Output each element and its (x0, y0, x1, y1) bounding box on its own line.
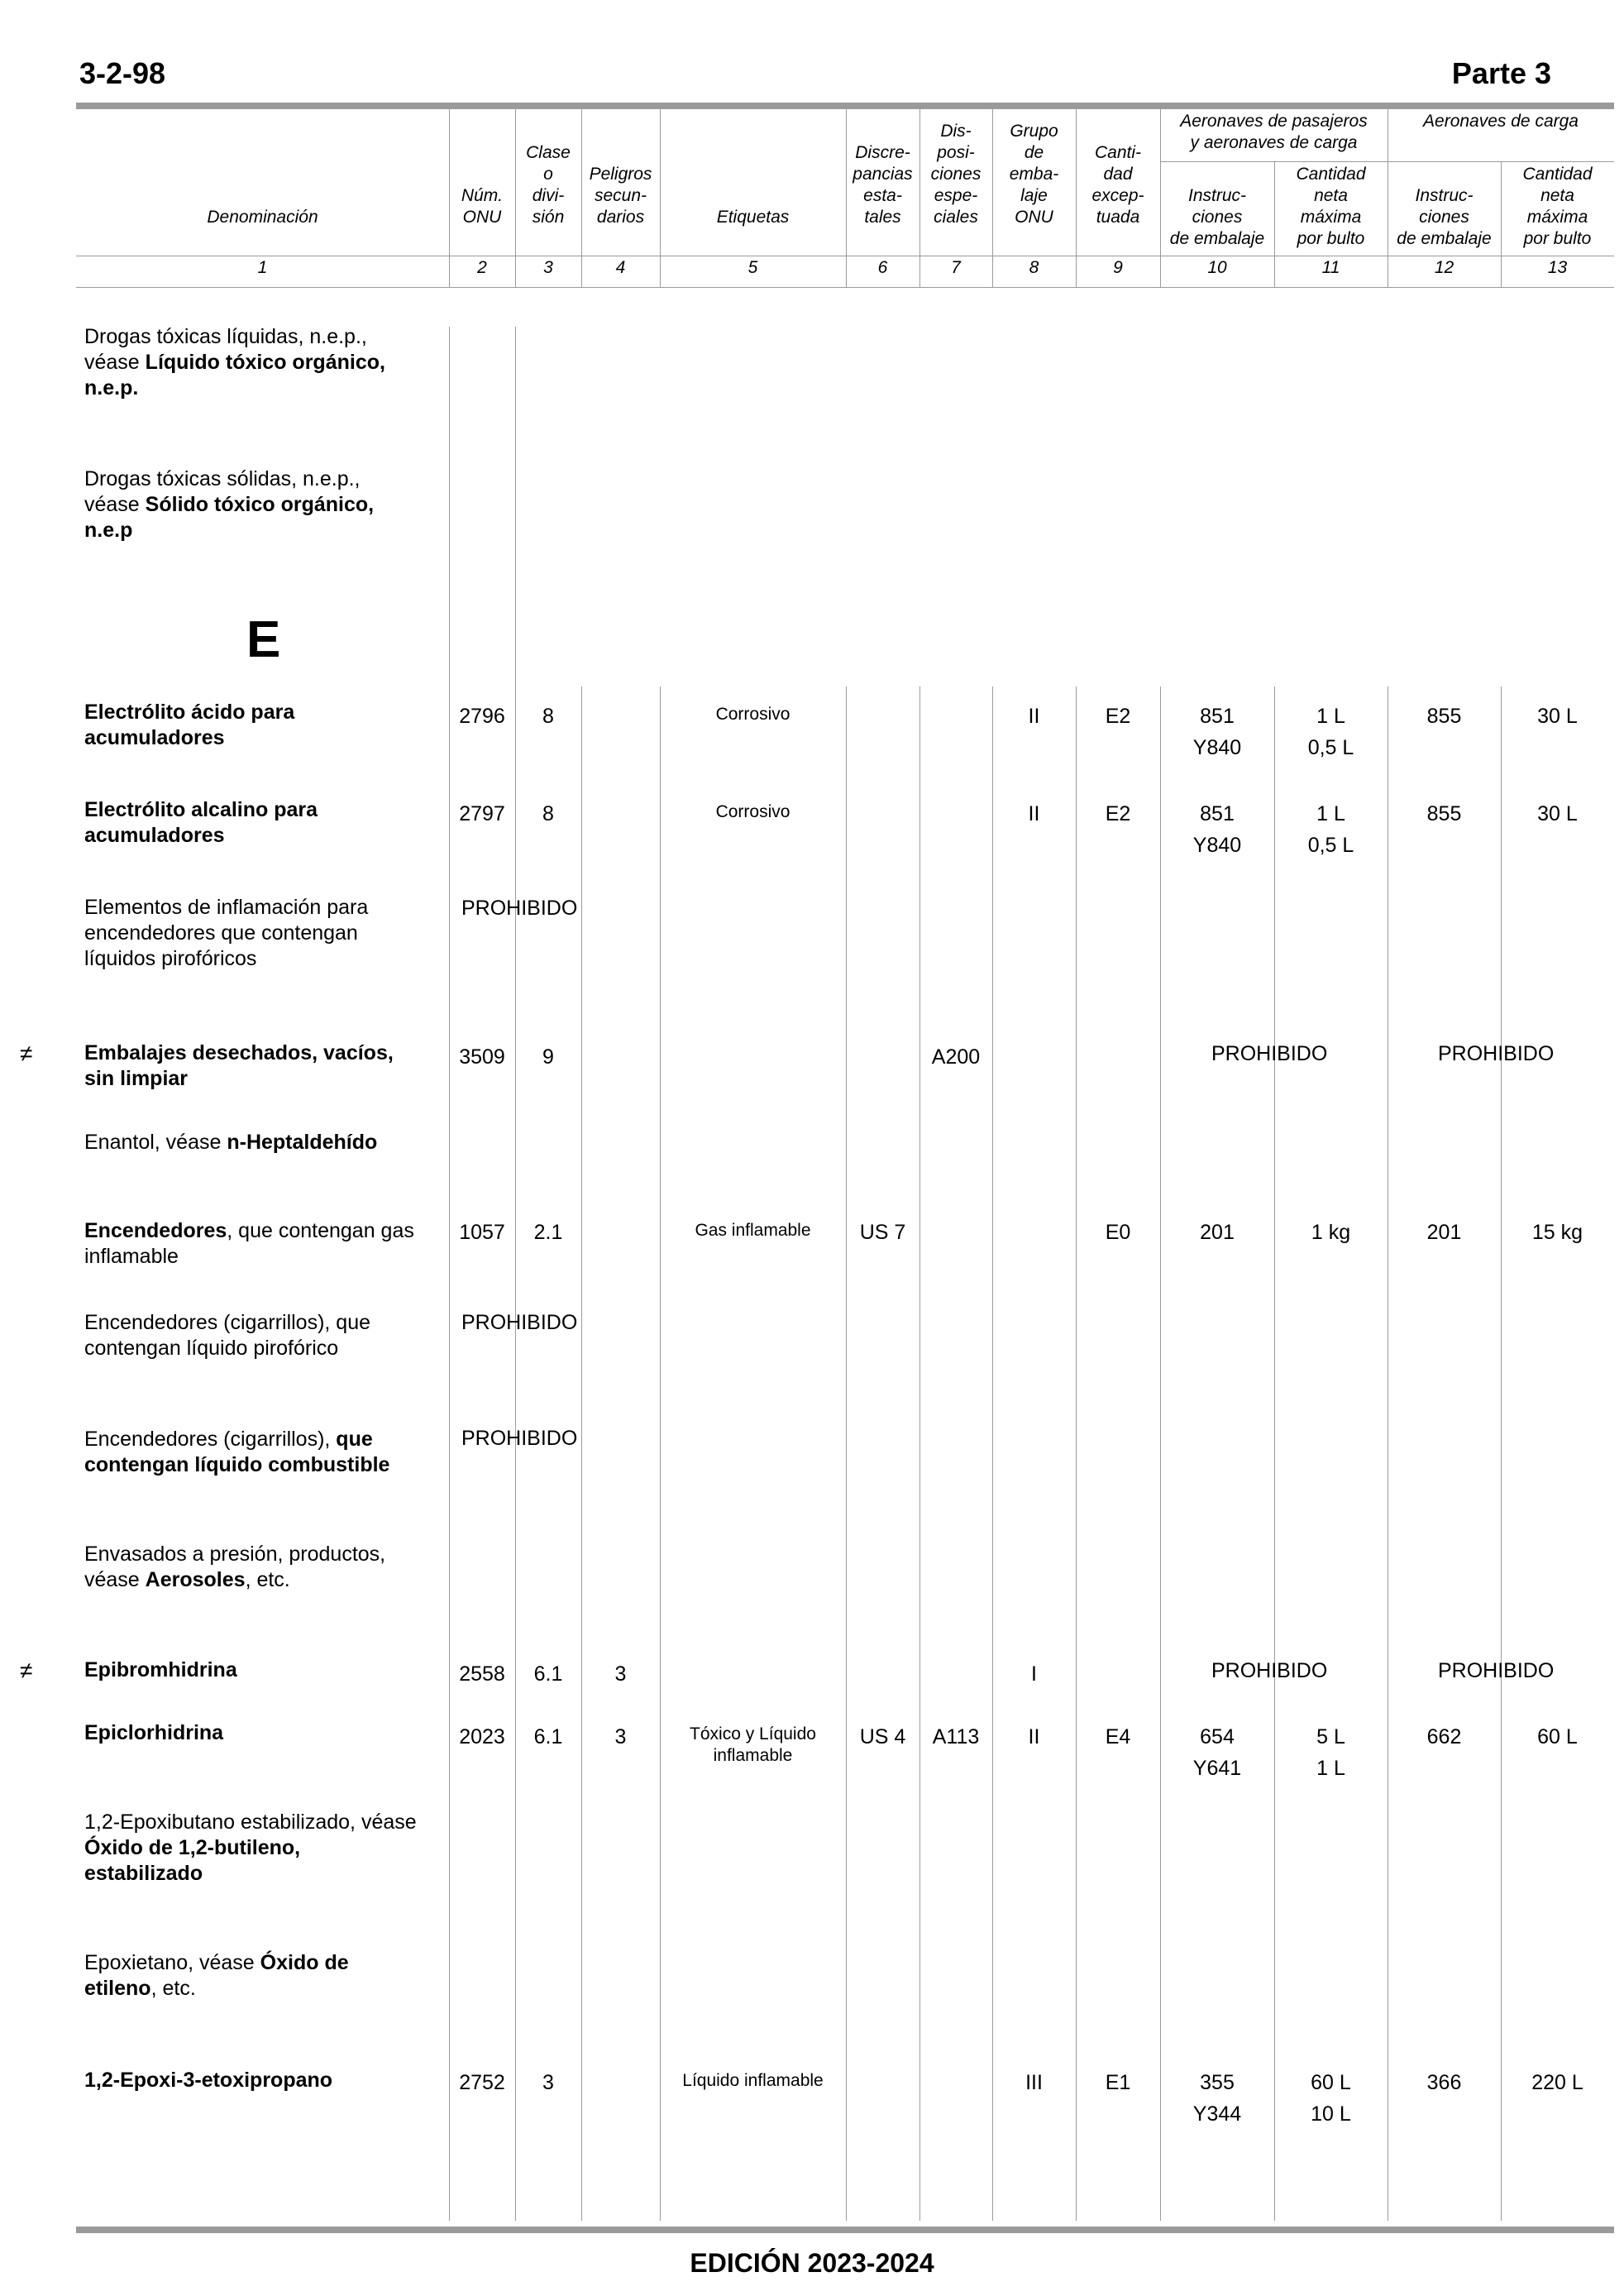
cell-grupo: II (1028, 802, 1040, 825)
prohibido-label: PROHIBIDO (1438, 1659, 1555, 1682)
cell-discrepancias: US 7 (859, 1221, 906, 1244)
row-name: Encendedores (cigarrillos), que contengan líquido pirofórico (84, 1311, 371, 1360)
row-name: Elementos de inflamación para encendedores que contengan líquidos pirofóricos (84, 896, 369, 970)
cell-cantidad: 1 kg (1311, 1221, 1351, 1244)
cell-un: 1057 (459, 1221, 505, 1244)
header-instrucciones-pasajeros: Instruc- ciones de embalaje (1169, 186, 1265, 248)
column-number: 2 (477, 258, 487, 277)
cell-un: 2023 (459, 1725, 505, 1748)
cell-discrepancias: US 4 (859, 1725, 906, 1748)
column-number: 4 (615, 258, 626, 277)
header-grupo: Grupo de emba- laje ONU (1009, 122, 1059, 227)
page-part: Parte 3 (1451, 56, 1551, 90)
column-number: 9 (1113, 258, 1123, 277)
row-name: Epoxietano, véase Óxido de etileno, etc. (84, 1951, 349, 2000)
cell-exceptuada: E2 (1105, 802, 1131, 825)
change-mark: ≠ (20, 1657, 33, 1683)
cell-exceptuada: E4 (1105, 1725, 1131, 1748)
edition-footer: EDICIÓN 2023-2024 (690, 2248, 934, 2278)
cell-cantidad-carga: 30 L (1537, 802, 1578, 825)
cell-instruccion-carga: 855 (1426, 705, 1462, 728)
header-aeronaves-carga: Aeronaves de carga (1423, 112, 1579, 131)
cell-instruccion-carga: 201 (1426, 1221, 1462, 1244)
row-name: 1,2-Epoxibutano estabilizado, véase Óxido de 1,2-butileno, estabilizado (84, 1810, 417, 1885)
column-number: 6 (877, 258, 888, 277)
column-number: 7 (951, 258, 961, 277)
cell-peligros: 3 (614, 1725, 627, 1748)
cell-clase: 3 (542, 2071, 554, 2094)
row-name: Electrólito alcalino para acumuladores (84, 798, 318, 847)
row-name: Enantol, véase n-Heptaldehído (84, 1131, 378, 1154)
header-aeronaves-pasajeros: Aeronaves de pasajeros y aeronaves de carga (1180, 112, 1368, 152)
row-name: Epiclorhidrina (84, 1721, 224, 1744)
prohibido-label: PROHIBIDO (461, 1311, 578, 1334)
cell-etiqueta: Tóxico y Líquido inflamable (690, 1724, 816, 1765)
cell-clase: 2.1 (533, 1221, 563, 1244)
cell-clase: 8 (542, 705, 554, 728)
cell-instruccion: 654 Y641 (1192, 1725, 1242, 1780)
cell-cantidad-carga: 60 L (1537, 1725, 1578, 1748)
row-name: 1,2-Epoxi-3-etoxipropano (84, 2069, 333, 2092)
header-cantidad-carga: Cantidad neta máxima por bulto (1522, 165, 1593, 248)
change-mark: ≠ (20, 1040, 33, 1066)
cell-cantidad-carga: 220 L (1531, 2071, 1583, 2094)
header-denominacion: Denominación (207, 208, 318, 227)
header-instrucciones-carga: Instruc- ciones de embalaje (1397, 186, 1492, 248)
prohibido-label: PROHIBIDO (1211, 1659, 1328, 1682)
column-number: 3 (543, 258, 553, 277)
cell-clase: 9 (542, 1045, 554, 1069)
cell-instruccion-carga: 366 (1426, 2071, 1462, 2094)
cell-etiqueta: Corrosivo (715, 705, 791, 724)
cell-grupo: I (1031, 1662, 1037, 1686)
cell-cantidad-carga: 30 L (1537, 705, 1578, 728)
prohibido-label: PROHIBIDO (1438, 1042, 1555, 1065)
cell-grupo: II (1028, 1725, 1040, 1748)
cell-cantidad: 1 L 0,5 L (1307, 705, 1354, 759)
cell-instruccion: 851 Y840 (1192, 802, 1242, 857)
cell-exceptuada: E0 (1105, 1221, 1131, 1244)
header-clase: Clase o divi- sión (526, 143, 571, 227)
row-name: Drogas tóxicas sólidas, n.e.p., véase Sólido tóxico orgánico, n.e.p (84, 467, 375, 542)
row-name: Encendedores, que contengan gas inflamable (84, 1219, 414, 1268)
cell-un: 2558 (459, 1662, 505, 1686)
row-name: Encendedores (cigarrillos), que contengan líquido combustible (84, 1428, 390, 1476)
header-peligros: Peligros secun- darios (589, 165, 652, 227)
row-name: Embalajes desechados, vacíos, sin limpiar (84, 1041, 394, 1090)
top-rule (76, 103, 1614, 109)
cell-instruccion: 851 Y840 (1192, 705, 1242, 759)
cell-clase: 6.1 (533, 1662, 563, 1686)
column-number: 5 (748, 258, 758, 277)
cell-peligros: 3 (614, 1662, 627, 1686)
cell-instruccion-carga: 855 (1426, 802, 1462, 825)
header-disposiciones: Dis- posi- ciones espe- ciales (930, 122, 982, 227)
row-name: Electrólito ácido para acumuladores (84, 701, 295, 749)
cell-exceptuada: E2 (1105, 705, 1131, 728)
cell-cantidad-carga: 15 kg (1531, 1221, 1583, 1244)
prohibido-label: PROHIBIDO (461, 1427, 578, 1450)
section-letter: E (246, 611, 281, 668)
header-cantidad-pasajeros: Cantidad neta máxima por bulto (1296, 165, 1366, 248)
cell-cantidad: 1 L 0,5 L (1307, 802, 1354, 857)
column-number: 12 (1434, 258, 1454, 277)
cell-grupo: III (1025, 2071, 1043, 2094)
column-number: 1 (257, 258, 268, 277)
column-number: 11 (1321, 258, 1340, 277)
prohibido-label: PROHIBIDO (1211, 1042, 1328, 1065)
cell-etiqueta: Gas inflamable (695, 1221, 811, 1240)
cell-un: 3509 (459, 1045, 505, 1069)
cell-un: 2797 (459, 802, 505, 825)
bottom-rule (76, 2227, 1614, 2233)
row-name: Drogas tóxicas líquidas, n.e.p., véase Líquido tóxico orgánico, n.e.p. (84, 325, 385, 399)
cell-etiqueta: Líquido inflamable (682, 2071, 824, 2090)
column-number: 10 (1207, 258, 1227, 277)
page-number: 3-2-98 (79, 56, 166, 90)
row-name: Epibromhidrina (84, 1658, 237, 1681)
header-cantidad-exceptuada: Canti- dad excep- tuada (1091, 143, 1144, 227)
header-etiquetas: Etiquetas (716, 208, 790, 227)
cell-etiqueta: Corrosivo (715, 802, 791, 821)
cell-grupo: II (1028, 705, 1040, 728)
column-number: 8 (1029, 258, 1039, 277)
cell-disposiciones: A113 (932, 1725, 980, 1748)
header-discrepancias: Discre- pancias esta- tales (853, 143, 913, 227)
cell-cantidad: 60 L 10 L (1311, 2071, 1351, 2126)
cell-disposiciones: A200 (931, 1045, 981, 1069)
cell-clase: 8 (542, 802, 554, 825)
cell-exceptuada: E1 (1105, 2071, 1131, 2094)
header-num-onu: Núm. ONU (461, 186, 504, 227)
cell-instruccion: 201 (1200, 1221, 1235, 1244)
cell-cantidad: 5 L 1 L (1316, 1725, 1345, 1780)
cell-un: 2752 (459, 2071, 505, 2094)
prohibido-label: PROHIBIDO (461, 897, 578, 920)
cell-clase: 6.1 (533, 1725, 563, 1748)
cell-instruccion: 355 Y344 (1192, 2071, 1242, 2126)
cell-un: 2796 (459, 705, 505, 728)
column-number: 13 (1547, 258, 1568, 277)
cell-instruccion-carga: 662 (1426, 1725, 1462, 1748)
row-name: Envasados a presión, productos, véase Aerosoles, etc. (84, 1543, 386, 1591)
